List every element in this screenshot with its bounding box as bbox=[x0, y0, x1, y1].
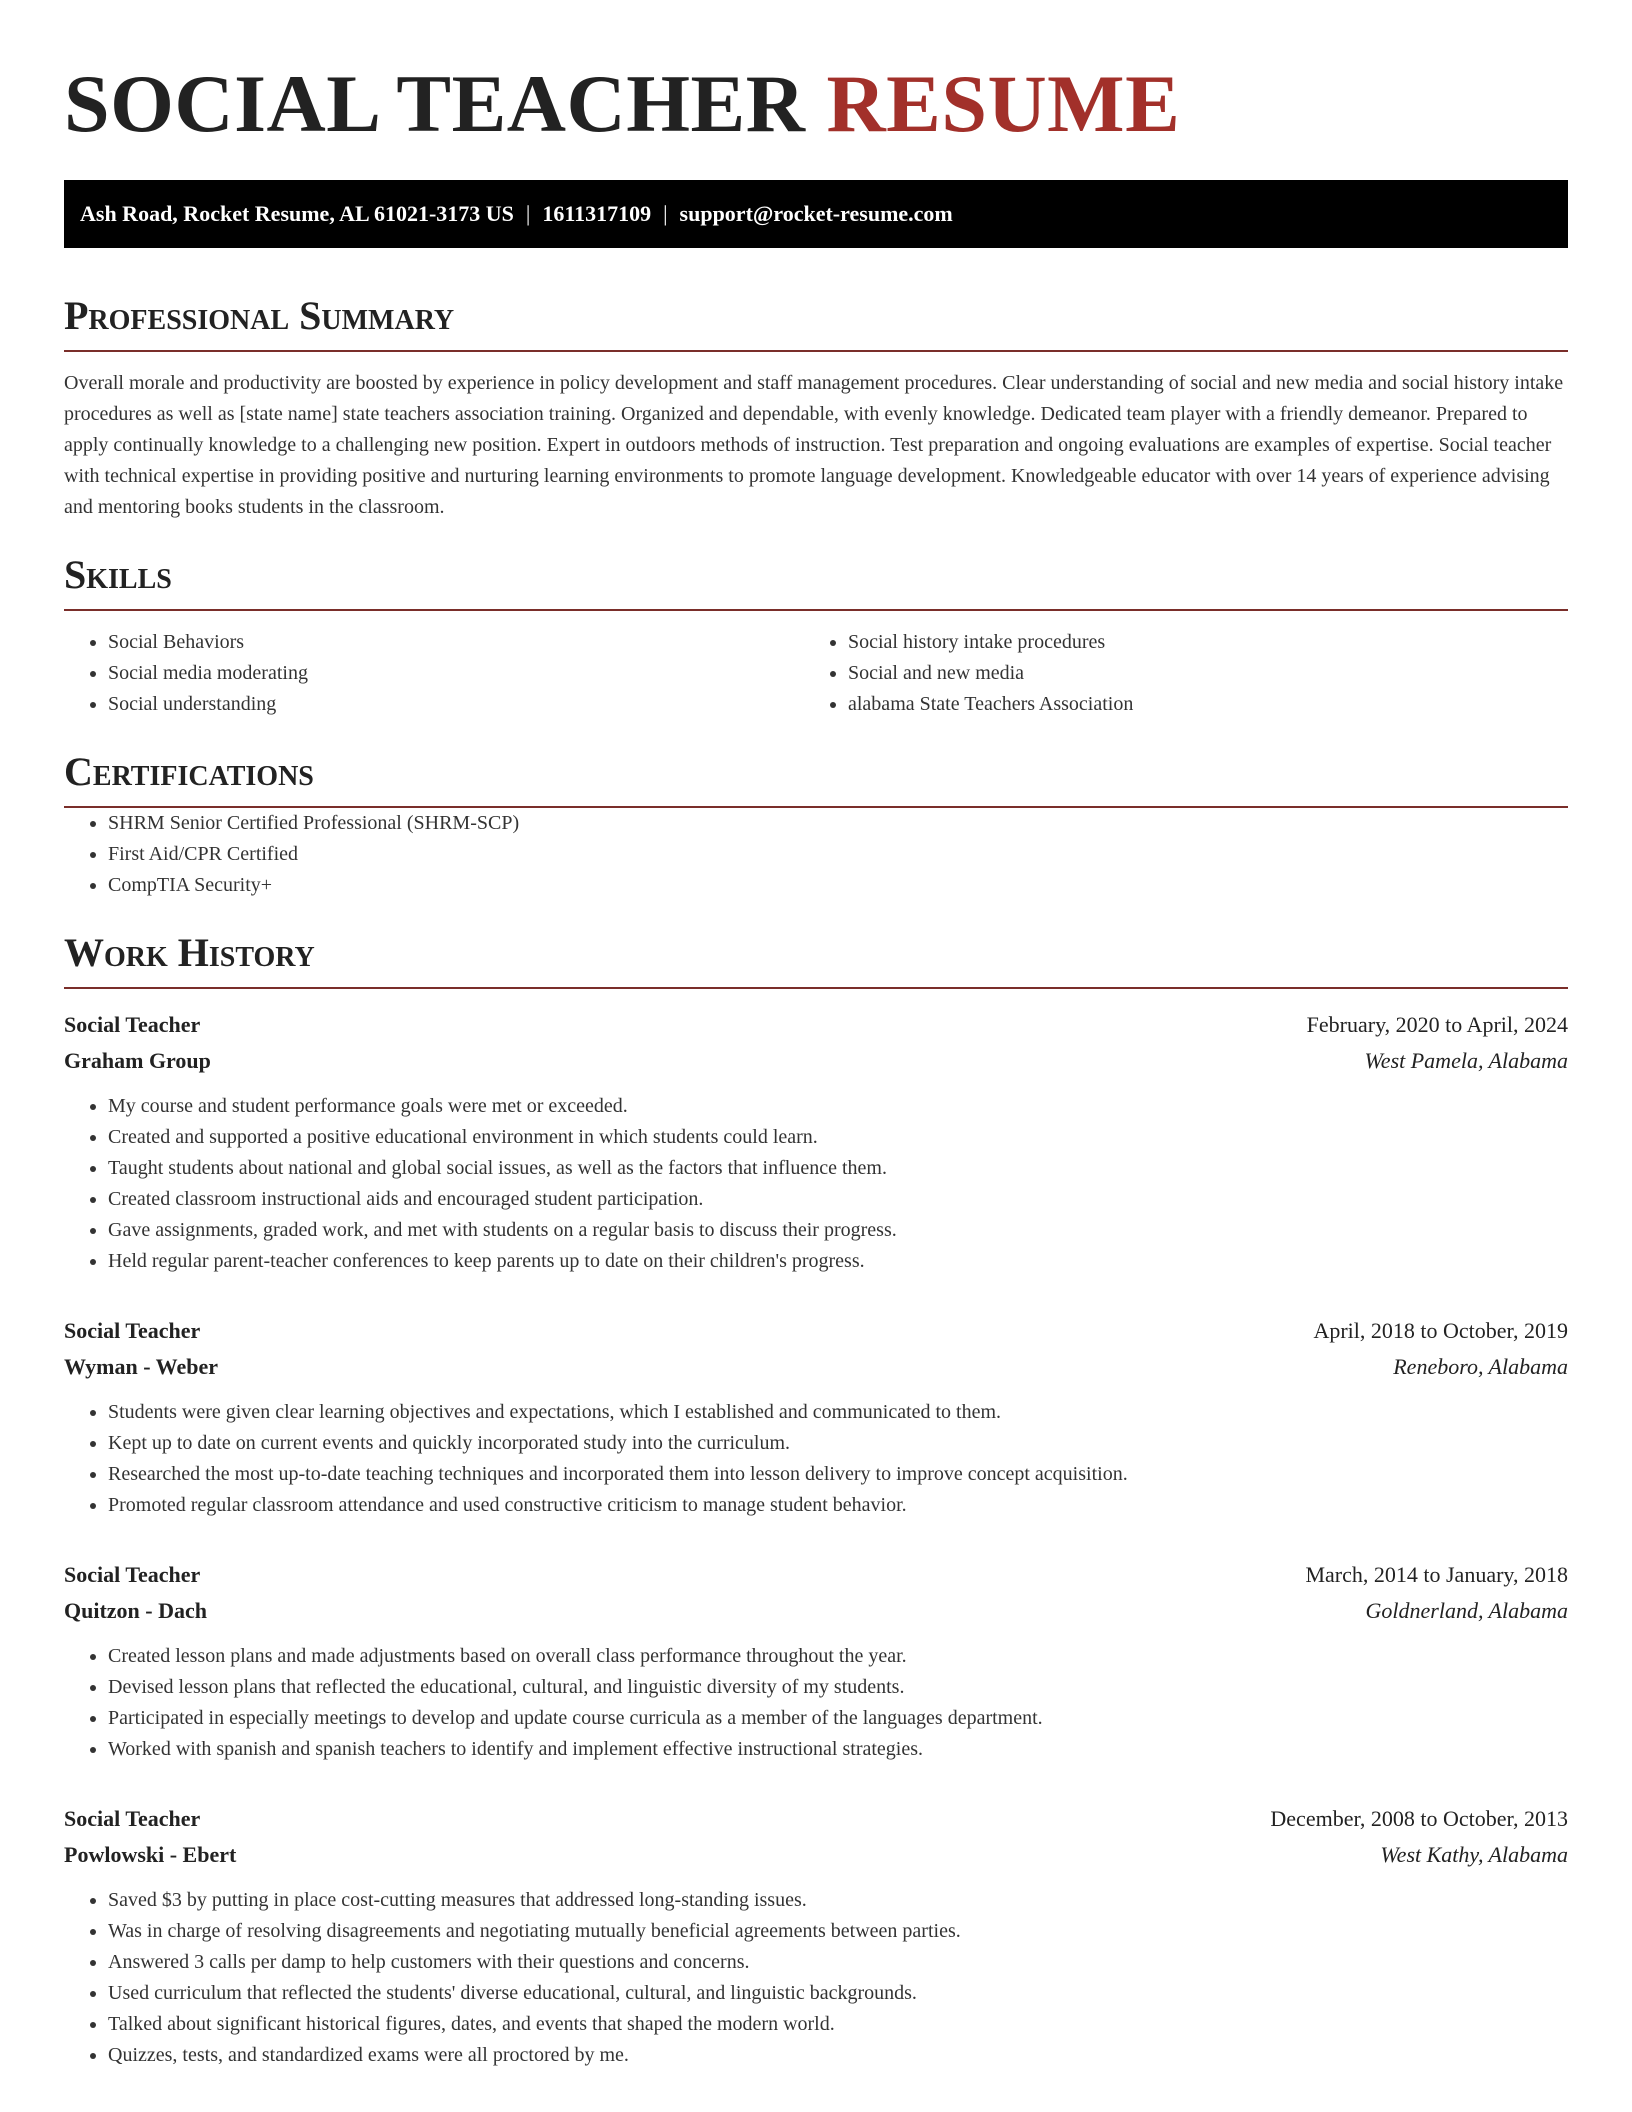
job-duty: • Created lesson plans and made adjustments based on overall class performance throughout the year. bbox=[108, 1641, 1568, 1672]
skill-item: • Social history intake procedures bbox=[848, 627, 1544, 658]
work-history-heading: Work History bbox=[64, 929, 1568, 989]
skill-item: • Social understanding bbox=[108, 689, 804, 720]
certifications-list bbox=[64, 808, 1568, 901]
job-entry bbox=[64, 1557, 1568, 1765]
job-dates: March, 2014 to January, 2018 bbox=[1305, 1562, 1568, 1587]
contact-bar bbox=[64, 180, 1568, 248]
job-duty: • Created classroom instructional aids and encouraged student participation. bbox=[108, 1184, 1568, 1215]
job-duty: • Participated in especially meetings to develop and update course curricula as a member of the languages department. bbox=[108, 1703, 1568, 1734]
skill-item: • Social and new media bbox=[848, 658, 1544, 689]
job-duties bbox=[64, 1091, 1568, 1277]
certification-item: • CompTIA Security+ bbox=[108, 870, 1568, 901]
job-duty: • My course and student performance goals were met or exceeded. bbox=[108, 1091, 1568, 1122]
job-duties bbox=[64, 1885, 1568, 2071]
summary-text: Overall morale and productivity are boosted by experience in policy development and staff management procedures. Clear understanding of social and new media and social history intake procedures as well as [state name] state teachers association training. Organized and dependable, with evenly knowledge. Dedicated team player with a friendly demeanor. Prepared to apply continually knowledge to a challenging new position. Expert in outdoors methods of instruction. Test preparation and ongoing evaluations are examples of expertise. Social teacher with technical expertise in providing positive and nurturing learning environments to promote language development. Knowledgeable educator with over 14 years of experience advising and mentoring books students in the classroom. bbox=[64, 372, 1564, 518]
job-location: Goldnerland, Alabama bbox=[1365, 1598, 1568, 1623]
job-duty: • Promoted regular classroom attendance and used constructive criticism to manage student behavior. bbox=[108, 1490, 1568, 1521]
job-duty: • Researched the most up-to-date teaching techniques and incorporated them into lesson delivery to improve concept acquisition. bbox=[108, 1459, 1568, 1490]
job-company: Powlowski - Ebert bbox=[64, 1842, 237, 1867]
job-location: West Kathy, Alabama bbox=[1380, 1842, 1568, 1867]
resume-title bbox=[64, 56, 1568, 152]
job-duties bbox=[64, 1397, 1568, 1521]
job-entry bbox=[64, 1007, 1568, 1277]
job-duty: • Gave assignments, graded work, and met with students on a regular basis to discuss their progress. bbox=[108, 1215, 1568, 1246]
contact-separator: | bbox=[525, 201, 531, 226]
job-duty: • Taught students about national and global social issues, as well as the factors that influence them. bbox=[108, 1153, 1568, 1184]
job-title: Social Teacher bbox=[64, 1318, 201, 1343]
title-main: SOCIAL TEACHER bbox=[64, 58, 806, 149]
job-duty: • Answered 3 calls per damp to help customers with their questions and concerns. bbox=[108, 1947, 1568, 1978]
job-location: Reneboro, Alabama bbox=[1393, 1354, 1568, 1379]
job-duty: • Held regular parent-teacher conferences to keep parents up to date on their children's progress. bbox=[108, 1246, 1568, 1277]
skills-grid bbox=[64, 627, 1568, 720]
job-location: West Pamela, Alabama bbox=[1364, 1048, 1568, 1073]
job-entry bbox=[64, 1801, 1568, 2071]
job-dates: December, 2008 to October, 2013 bbox=[1270, 1806, 1568, 1831]
job-duties bbox=[64, 1641, 1568, 1765]
job-duty: • Created and supported a positive educational environment in which students could learn. bbox=[108, 1122, 1568, 1153]
certification-item: • First Aid/CPR Certified bbox=[108, 839, 1568, 870]
job-company: Wyman - Weber bbox=[64, 1354, 218, 1379]
job-company: Quitzon - Dach bbox=[64, 1598, 207, 1623]
job-title: Social Teacher bbox=[64, 1012, 201, 1037]
job-company: Graham Group bbox=[64, 1048, 211, 1073]
job-duty: • Students were given clear learning objectives and expectations, which I established and communicated to them. bbox=[108, 1397, 1568, 1428]
skill-item: • Social Behaviors bbox=[108, 627, 804, 658]
skill-item: • alabama State Teachers Association bbox=[848, 689, 1544, 720]
contact-separator: | bbox=[663, 201, 668, 226]
skills-column-left bbox=[64, 627, 804, 720]
job-duty: • Was in charge of resolving disagreements and negotiating mutually beneficial agreements between parties. bbox=[108, 1916, 1568, 1947]
contact-phone: 1611317109 bbox=[542, 201, 652, 226]
resume-page bbox=[64, 0, 1568, 2071]
certification-item: • SHRM Senior Certified Professional (SHRM-SCP) bbox=[108, 808, 1568, 839]
skills-heading: Skills bbox=[64, 551, 1568, 611]
skills-column-right bbox=[804, 627, 1544, 720]
job-title: Social Teacher bbox=[64, 1562, 201, 1587]
job-duty: • Devised lesson plans that reflected the educational, cultural, and linguistic diversity of my students. bbox=[108, 1672, 1568, 1703]
job-duty: • Talked about significant historical figures, dates, and events that shaped the modern world. bbox=[108, 2009, 1568, 2040]
job-duty: • Kept up to date on current events and quickly incorporated study into the curriculum. bbox=[108, 1428, 1568, 1459]
job-duty: • Saved $3 by putting in place cost-cutting measures that addressed long-standing issues. bbox=[108, 1885, 1568, 1916]
job-duty: • Worked with spanish and spanish teachers to identify and implement effective instructional strategies. bbox=[108, 1734, 1568, 1765]
job-entry bbox=[64, 1313, 1568, 1521]
skill-item: • Social media moderating bbox=[108, 658, 804, 689]
job-duty: • Quizzes, tests, and standardized exams were all proctored by me. bbox=[108, 2040, 1568, 2071]
job-dates: April, 2018 to October, 2019 bbox=[1313, 1318, 1568, 1343]
contact-email: support@rocket-resume.com bbox=[679, 201, 953, 226]
certifications-heading: Certifications bbox=[64, 748, 1568, 808]
job-duty: • Used curriculum that reflected the students' diverse educational, cultural, and linguistic backgrounds. bbox=[108, 1978, 1568, 2009]
job-dates: February, 2020 to April, 2024 bbox=[1306, 1012, 1568, 1037]
contact-address: Ash Road, Rocket Resume, AL 61021-3173 US bbox=[80, 201, 514, 226]
summary-heading: Professional Summary bbox=[64, 292, 1568, 352]
title-accent: RESUME bbox=[826, 58, 1181, 149]
job-title: Social Teacher bbox=[64, 1806, 201, 1831]
